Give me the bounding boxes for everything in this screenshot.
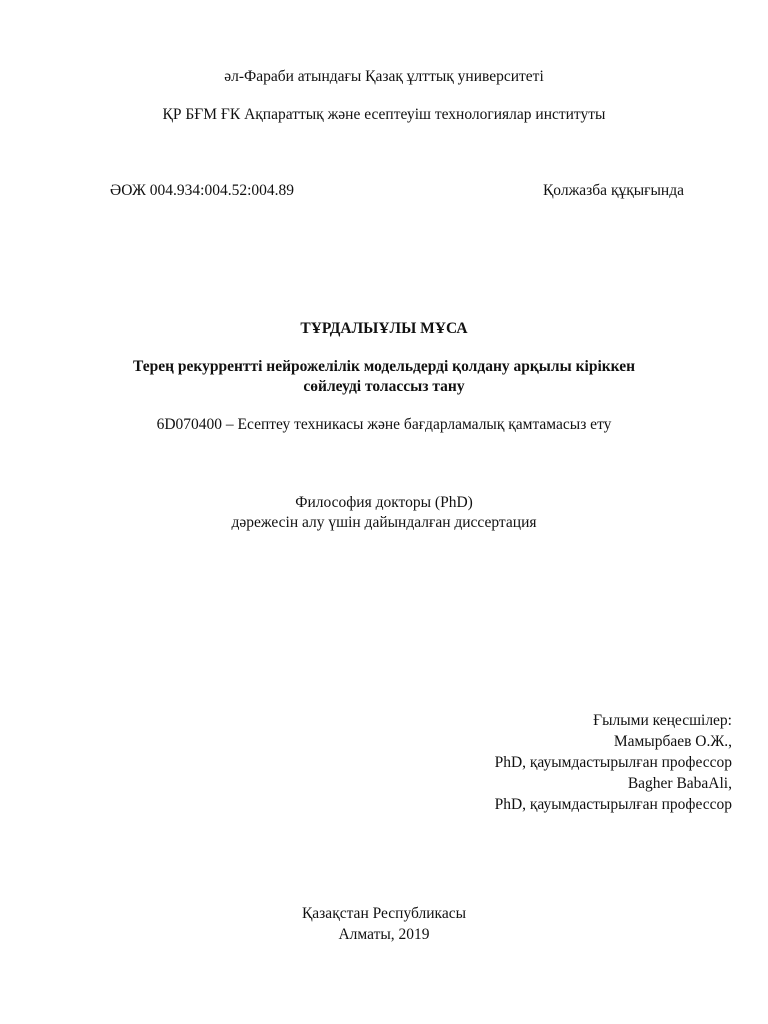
advisors-heading: Ғылыми кеңесшілер: bbox=[593, 712, 732, 729]
university-name: әл-Фараби атындағы Қазақ ұлттық университеті bbox=[224, 68, 544, 85]
degree-line1: Философия докторы (PhD) bbox=[295, 494, 473, 511]
institute-name: ҚР БҒМ ҒК Ақпараттық және есептеуіш технологиялар институты bbox=[162, 106, 606, 123]
country-name: Қазақстан Республикасы bbox=[301, 905, 467, 922]
thesis-title-line1: Терең рекуррентті нейрожелілік модельдерді қолдану арқылы кіріккен bbox=[132, 358, 636, 375]
degree-line2: дәрежесін алу үшін дайындалған диссертация bbox=[231, 514, 537, 531]
city-year: Алматы, 2019 bbox=[338, 926, 430, 943]
advisor-2-title: PhD, қауымдастырылған профессор bbox=[494, 796, 732, 813]
advisors-block bbox=[495, 710, 732, 815]
advisor-2-name: Bagher BabaAli, bbox=[627, 775, 732, 792]
specialty-code: 6D070400 – Есептеу техникасы және бағдарламалық қамтамасыз ету bbox=[156, 416, 612, 433]
advisor-1-title: PhD, қауымдастырылған профессор bbox=[494, 754, 732, 771]
thesis-title-line2: сөйлеуді толассыз тану bbox=[303, 378, 465, 395]
udc-code: ӘОЖ 004.934:004.52:004.89 bbox=[110, 182, 295, 199]
manuscript-rights: Қолжазба құқығында bbox=[542, 182, 684, 199]
author-name: ТҰРДАЛЫҰЛЫ МҰСА bbox=[300, 320, 468, 337]
advisor-1-name: Мамырбаев О.Ж., bbox=[613, 733, 732, 750]
